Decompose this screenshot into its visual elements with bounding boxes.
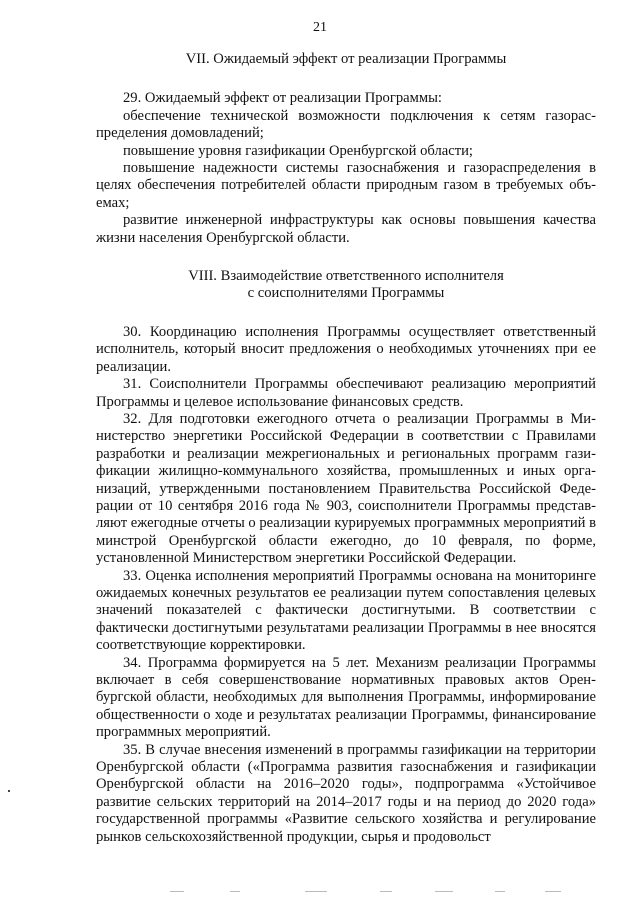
scan-artifact-dot [8, 790, 10, 792]
paragraph-32: 32. Для подготовки ежегодного отчета о реализации Программы в Министерство энергетики Российской Федерации в соответствии с Правилами разработки и реализации межрегиональных и региональных программ газификации жилищно-коммунального хозяйства, промышленных и иных организаций, утвержденными постановлением Правительства Российской Федерации от 10 сентября 2016 года № 903, соисполнители Программы представляют ежегодные отчеты о реализации курируемых программных мероприятий в минстрой Оренбургской области ежегодно, до 10 февраля, по форме, установленной Министерством энергетики Российской Федерации. [96, 410, 596, 567]
list-item-supply-reliability: повышение надежности системы газоснабжения и газораспределения в целях обеспечения потребителей области природным газом в требуемых объемах; [96, 160, 596, 211]
paragraph-31: 31. Соисполнители Программы обеспечивают реализацию мероприятий Программы и целевое использование финансовых средств. [96, 376, 596, 410]
page-number: 21 [313, 20, 327, 35]
paragraph-30: 30. Координацию исполнения Программы осуществляет ответственный исполнитель, который вносит предложения о необходимых уточнениях при ее реализации. [96, 323, 596, 375]
list-item-gas-connection: обеспечение технической возможности подключения к сетям газораспределения домовладений; [96, 107, 596, 142]
document-body [96, 51, 596, 846]
list-item-gasification-level: повышение уровня газификации Оренбургской области; [123, 142, 473, 159]
section-heading-viii-line2: с соисполнителями Программы [247, 285, 445, 302]
section-heading-viii [96, 268, 596, 303]
list-item-infrastructure: развитие инженерной инфраструктуры как основы повышения качества жизни населения Оренбургской области. [96, 212, 596, 246]
paragraph-34: 34. Программа формируется на 5 лет. Механизм реализации Программы включает в себя совершенствование нормативных правовых актов Оренбургской области, необходимых для выполнения Программы, информирование общественности о ходе и результатах реализации Программы, финансирование программных мероприятий. [96, 654, 596, 741]
section-heading-viii-line1: VIII. Взаимодействие ответственного исполнителя [188, 268, 504, 285]
section-viii-body [96, 324, 596, 846]
section-vii-body [96, 90, 596, 247]
section-heading-vii: VII. Ожидаемый эффект от реализации Программы [185, 51, 507, 67]
paragraph-35: 35. В случае внесения изменений в программы газификации на территории Оренбургской области («Программа развития газоснабжения и газификации Оренбургской области на 2016–2020 годы», подпрограмма «Устойчивое развитие сельских территорий на 2014–2017 годы и на период до 2020 года» государственной программы «Развитие сельского хозяйства и регулирование рынков сельскохозяйственной продукции, сырья и продовольст [96, 741, 596, 845]
scan-artifact-marks [0, 888, 640, 898]
paragraph-33: 33. Оценка исполнения мероприятий Программы основана на мониторинге ожидаемых конечных результатов ее реализации путем сопоставления целевых значений показателей с фактически достигнутыми. В соответствии с фактически достигнутыми результатами реализации Программы в нее вносятся соответствующие корректировки. [96, 567, 596, 654]
paragraph-29: 29. Ожидаемый эффект от реализации Программы: [123, 90, 442, 107]
